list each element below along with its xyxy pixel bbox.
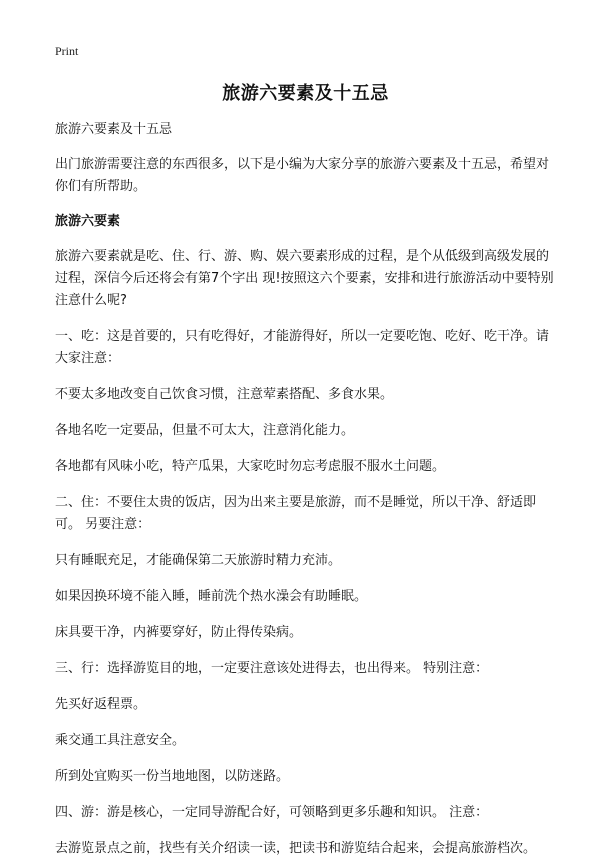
body-paragraph: 乘交通工具注意安全。: [55, 733, 186, 748]
section-heading: 旅游六要素: [55, 214, 121, 229]
body-paragraph: 旅游六要素就是吃、住、行、游、购、娱六要素形成的过程，是个从低级到高级发展的过程，深信今后还将会有第7个字出 现!按照这六个要素，安排和进行旅游活动中要特别注意什么呢?: [55, 249, 554, 308]
body-paragraph: 如果因换环境不能入睡，睡前洗个热水澡会有助睡眠。: [55, 589, 368, 604]
body-paragraph: 所到处宜购买一份当地地图，以防迷路。: [55, 769, 290, 784]
body-paragraph: 三、行：选择游览目的地，一定要注意该处进得去，也出得来。 特别注意：: [55, 661, 489, 676]
document-subtitle: 旅游六要素及十五忌: [55, 122, 173, 137]
intro-paragraph: 出门旅游需要注意的东西很多，以下是小编为大家分享的旅游六要素及十五忌，希望对你们有所帮助。: [55, 157, 550, 194]
body-paragraph: 去游览景点之前，找些有关介绍读一读，把读书和游览结合起来，会提高旅游档次。: [55, 841, 537, 856]
body-paragraph: 只有睡眠充足，才能确保第二天旅游时精力充沛。: [55, 553, 342, 568]
body-paragraph: 四、游：游是核心，一定同导游配合好，可领略到更多乐趣和知识。 注意：: [55, 805, 489, 820]
body-paragraph: 各地名吃一定要品，但量不可太大，注意消化能力。: [55, 423, 355, 438]
page-title: 旅游六要素及十五忌: [222, 83, 389, 104]
print-label: Print: [55, 44, 79, 58]
body-paragraph: 一、吃：这是首要的，只有吃得好，才能游得好，所以一定要吃饱、吃好、吃干净。请大家注意：: [55, 329, 550, 366]
body-paragraph: 先买好返程票。: [55, 697, 147, 712]
body-paragraph: 不要太多地改变自己饮食习惯，注意荤素搭配、多食水果。: [55, 387, 394, 402]
body-paragraph: 二、住：不要住太贵的饭店，因为出来主要是旅游，而不是睡觉，所以干净、舒适即可。 另要注意：: [55, 495, 537, 532]
body-paragraph: 各地都有风味小吃，特产瓜果，大家吃时勿忘考虑服不服水土问题。: [55, 459, 446, 474]
body-paragraph: 床具要干净，内裤要穿好，防止得传染病。: [55, 625, 303, 640]
